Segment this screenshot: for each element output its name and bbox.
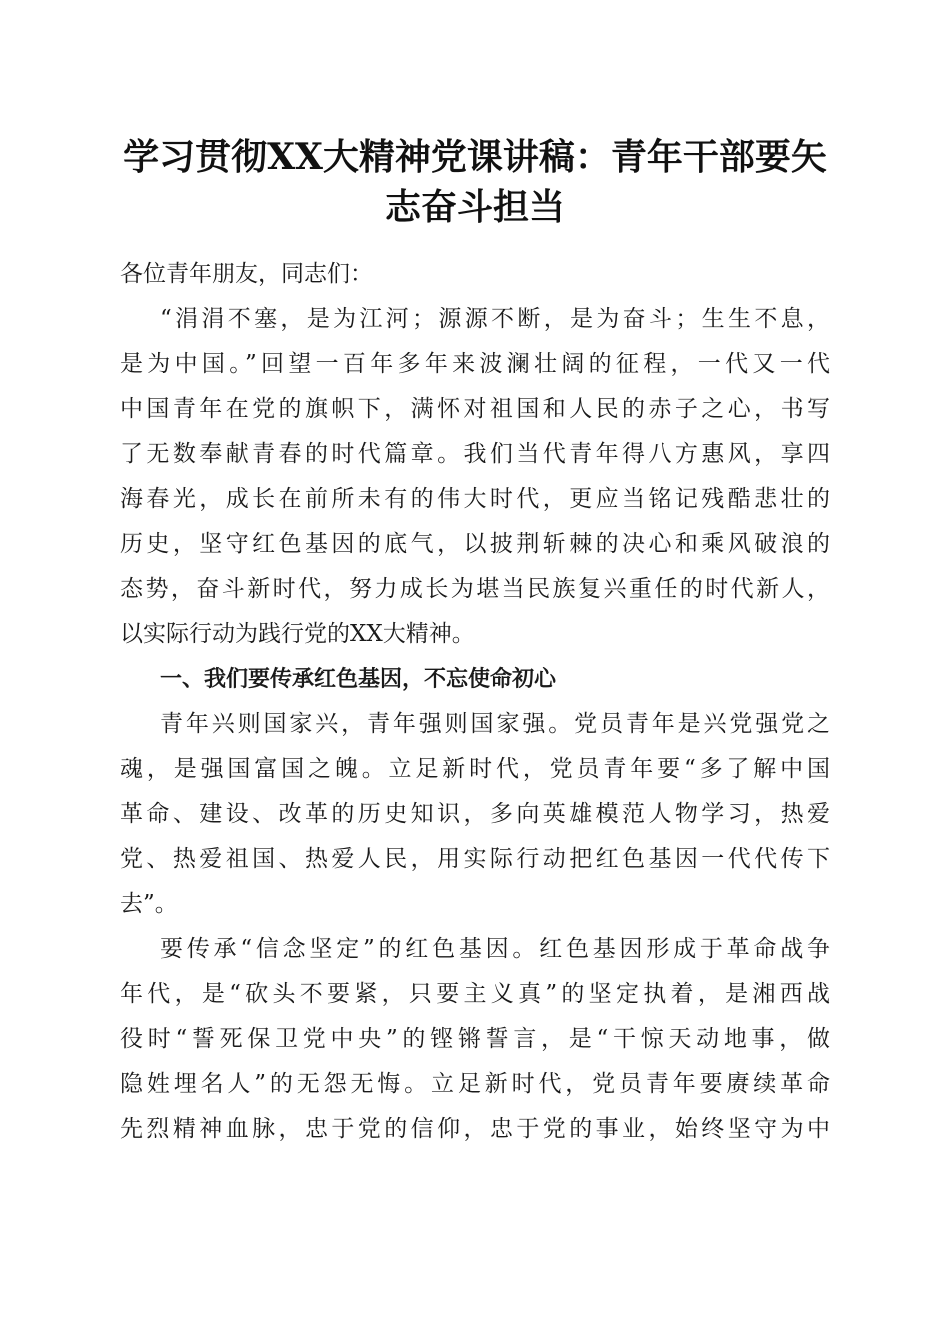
paragraph-line: 是为中国。”回望一百年多年来波澜壮阔的征程，一代又一代 [120,351,830,377]
salutation-line: 各位青年朋友，同志们： [120,261,373,287]
paragraph-line: 了无数奉献青春的时代篇章。我们当代青年得八方惠风，享四 [120,441,830,467]
paragraph-line: 先烈精神血脉，忠于党的信仰，忠于党的事业，始终坚守为中 [120,1116,830,1142]
section-heading: 一、我们要传承红色基因，不忘使命初心 [160,667,557,692]
paragraph-line: 党、热爱祖国、热爱人民，用实际行动把红色基因一代代传下 [120,846,830,872]
document-title: 学习贯彻XX大精神党课讲稿：青年干部要矢志奋斗担当 [123,136,827,228]
paragraph-line: 海春光，成长在前所未有的伟大时代，更应当铭记残酷悲壮的 [120,486,830,512]
paragraph-line: 以实际行动为践行党的XX大精神。 [120,621,475,647]
paragraph-line: 中国青年在党的旗帜下，满怀对祖国和人民的赤子之心，书写 [120,396,830,422]
paragraph-line: 役时“誓死保卫党中央”的铿锵誓言，是“干惊天动地事，做 [120,1026,830,1052]
paragraph-line: 去”。 [120,891,178,917]
paragraph-line: 革命、建设、改革的历史知识，多向英雄模范人物学习，热爱 [120,801,830,827]
paragraph-line: 青年兴则国家兴，青年强则国家强。党员青年是兴党强党之 [160,711,830,737]
paragraph-line: 态势，奋斗新时代，努力成长为堪当民族复兴重任的时代新人， [120,576,830,602]
paragraph-line: 魂，是强国富国之魄。立足新时代，党员青年要“多了解中国 [120,756,830,782]
paragraph-line: 要传承“信念坚定”的红色基因。红色基因形成于革命战争 [160,936,830,962]
paragraph-line: 年代，是“砍头不要紧，只要主义真”的坚定执着，是湘西战 [120,981,830,1007]
document-body [120,252,830,1152]
paragraph-line: 历史，坚守红色基因的底气，以披荆斩棘的决心和乘风破浪的 [120,531,830,557]
paragraph-line: “涓涓不塞，是为江河；源源不断，是为奋斗；生生不息， [160,306,830,332]
paragraph-line: 隐姓埋名人”的无怨无悔。立足新时代，党员青年要赓续革命 [120,1071,830,1097]
